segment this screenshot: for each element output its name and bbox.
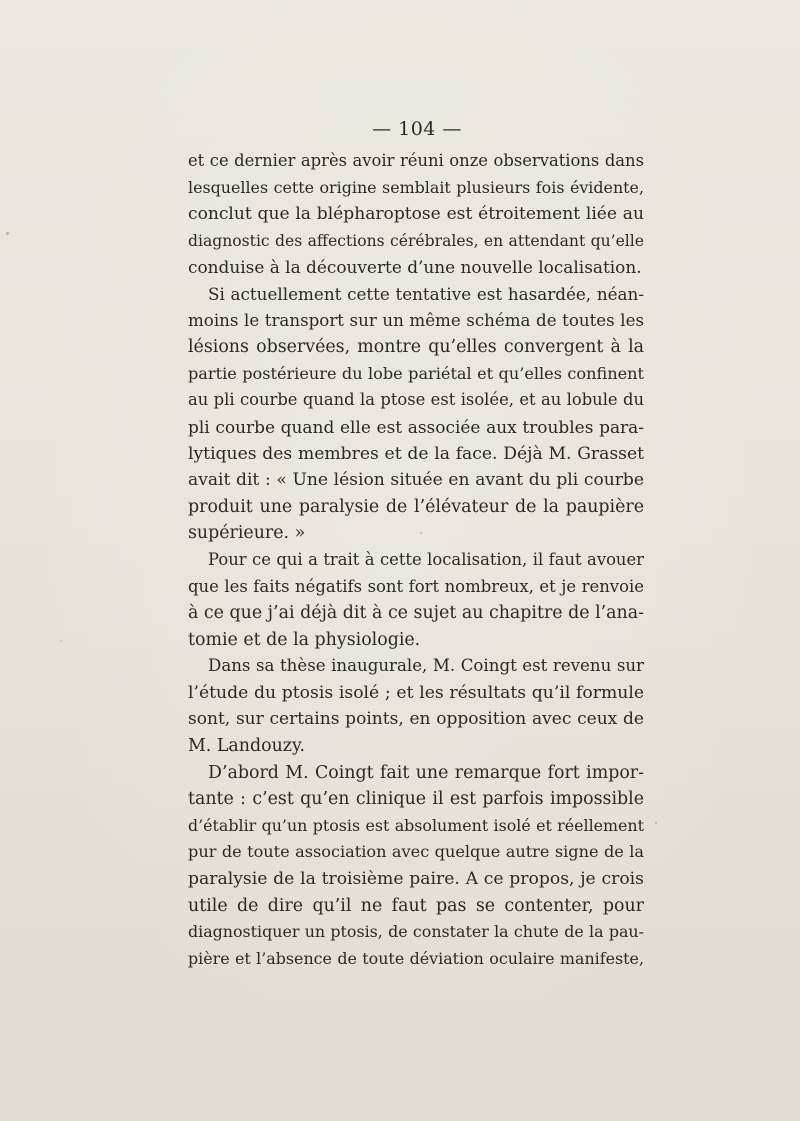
paragraph-4 bbox=[188, 653, 644, 759]
paragraph-2 bbox=[188, 281, 644, 547]
text-line: tante : c’est qu’en clinique il est parfois impossible bbox=[188, 789, 644, 810]
text-line: supérieure. » bbox=[188, 523, 306, 544]
text-line: à ce que j’ai déjà dit à ce sujet au chapitre de l’ana- bbox=[188, 603, 644, 624]
paper-speck bbox=[6, 232, 9, 235]
text-line: Dans sa thèse inaugurale, M. Coingt est revenu sur bbox=[208, 656, 644, 676]
text-line: lesquelles cette origine semblait plusieurs fois évidente, bbox=[188, 177, 644, 197]
text-line: pur de toute association avec quelque autre signe de la bbox=[188, 842, 644, 862]
text-line: conclut que la blépharoptose est étroitement liée au bbox=[188, 204, 644, 225]
text-line: partie postérieure du lobe pariétal et qu’elles confinent bbox=[188, 363, 644, 383]
text-line: Pour ce qui a trait à cette localisation, il faut avouer bbox=[208, 549, 644, 569]
text-line: et ce dernier après avoir réuni onze observations dans bbox=[188, 151, 644, 170]
paper-speck bbox=[420, 532, 422, 534]
paragraph-3 bbox=[188, 547, 644, 653]
text-line: moins le transport sur un même schéma de toutes les bbox=[188, 310, 644, 330]
text-line: lésions observées, montre qu’elles convergent à la bbox=[188, 337, 644, 358]
text-line: l’étude du ptosis isolé ; et les résultats qu’il formule bbox=[188, 682, 644, 703]
body-text bbox=[188, 148, 644, 972]
text-line: diagnostic des affections cérébrales, en attendant qu’elle bbox=[188, 231, 644, 250]
paragraph-1 bbox=[188, 148, 644, 281]
text-line: au pli courbe quand la ptose est isolée, et au lobule du bbox=[188, 390, 644, 410]
paper-speck bbox=[655, 822, 657, 824]
text-line: conduise à la découverte d’une nouvelle localisation. bbox=[188, 257, 642, 278]
paragraph-5 bbox=[188, 760, 644, 973]
text-line: diagnostiquer un ptosis, de constater la chute de la pau- bbox=[188, 922, 644, 942]
text-line: paralysie de la troisième paire. A ce propos, je crois bbox=[188, 869, 644, 890]
text-line: d’établir qu’un ptosis est absolument isolé et réellement bbox=[188, 815, 644, 835]
text-line: produit une paralysie de l’élévateur de la paupière bbox=[188, 496, 644, 517]
text-line: utile de dire qu’il ne faut pas se contenter, pour bbox=[188, 895, 644, 916]
page-number: — 104 — bbox=[372, 118, 462, 140]
text-line: pière et l’absence de toute déviation oculaire manifeste, bbox=[188, 948, 644, 968]
text-line: Si actuellement cette tentative est hasardée, néan- bbox=[208, 283, 644, 304]
text-line: avait dit : « Une lésion située en avant du pli courbe bbox=[188, 470, 644, 491]
text-line: D’abord M. Coingt fait une remarque fort impor- bbox=[208, 762, 644, 783]
text-line: M. Landouzy. bbox=[188, 736, 305, 757]
paper-speck bbox=[60, 640, 62, 642]
text-line: tomie et de la physiologie. bbox=[188, 629, 421, 650]
text-line: lytiques des membres et de la face. Déjà M. Grasset bbox=[188, 443, 644, 464]
text-line: sont, sur certains points, en opposition avec ceux de bbox=[188, 709, 644, 730]
text-line: que les faits négatifs sont fort nombreux, et je renvoie bbox=[188, 576, 644, 596]
text-line: pli courbe quand elle est associée aux troubles para- bbox=[188, 416, 644, 437]
